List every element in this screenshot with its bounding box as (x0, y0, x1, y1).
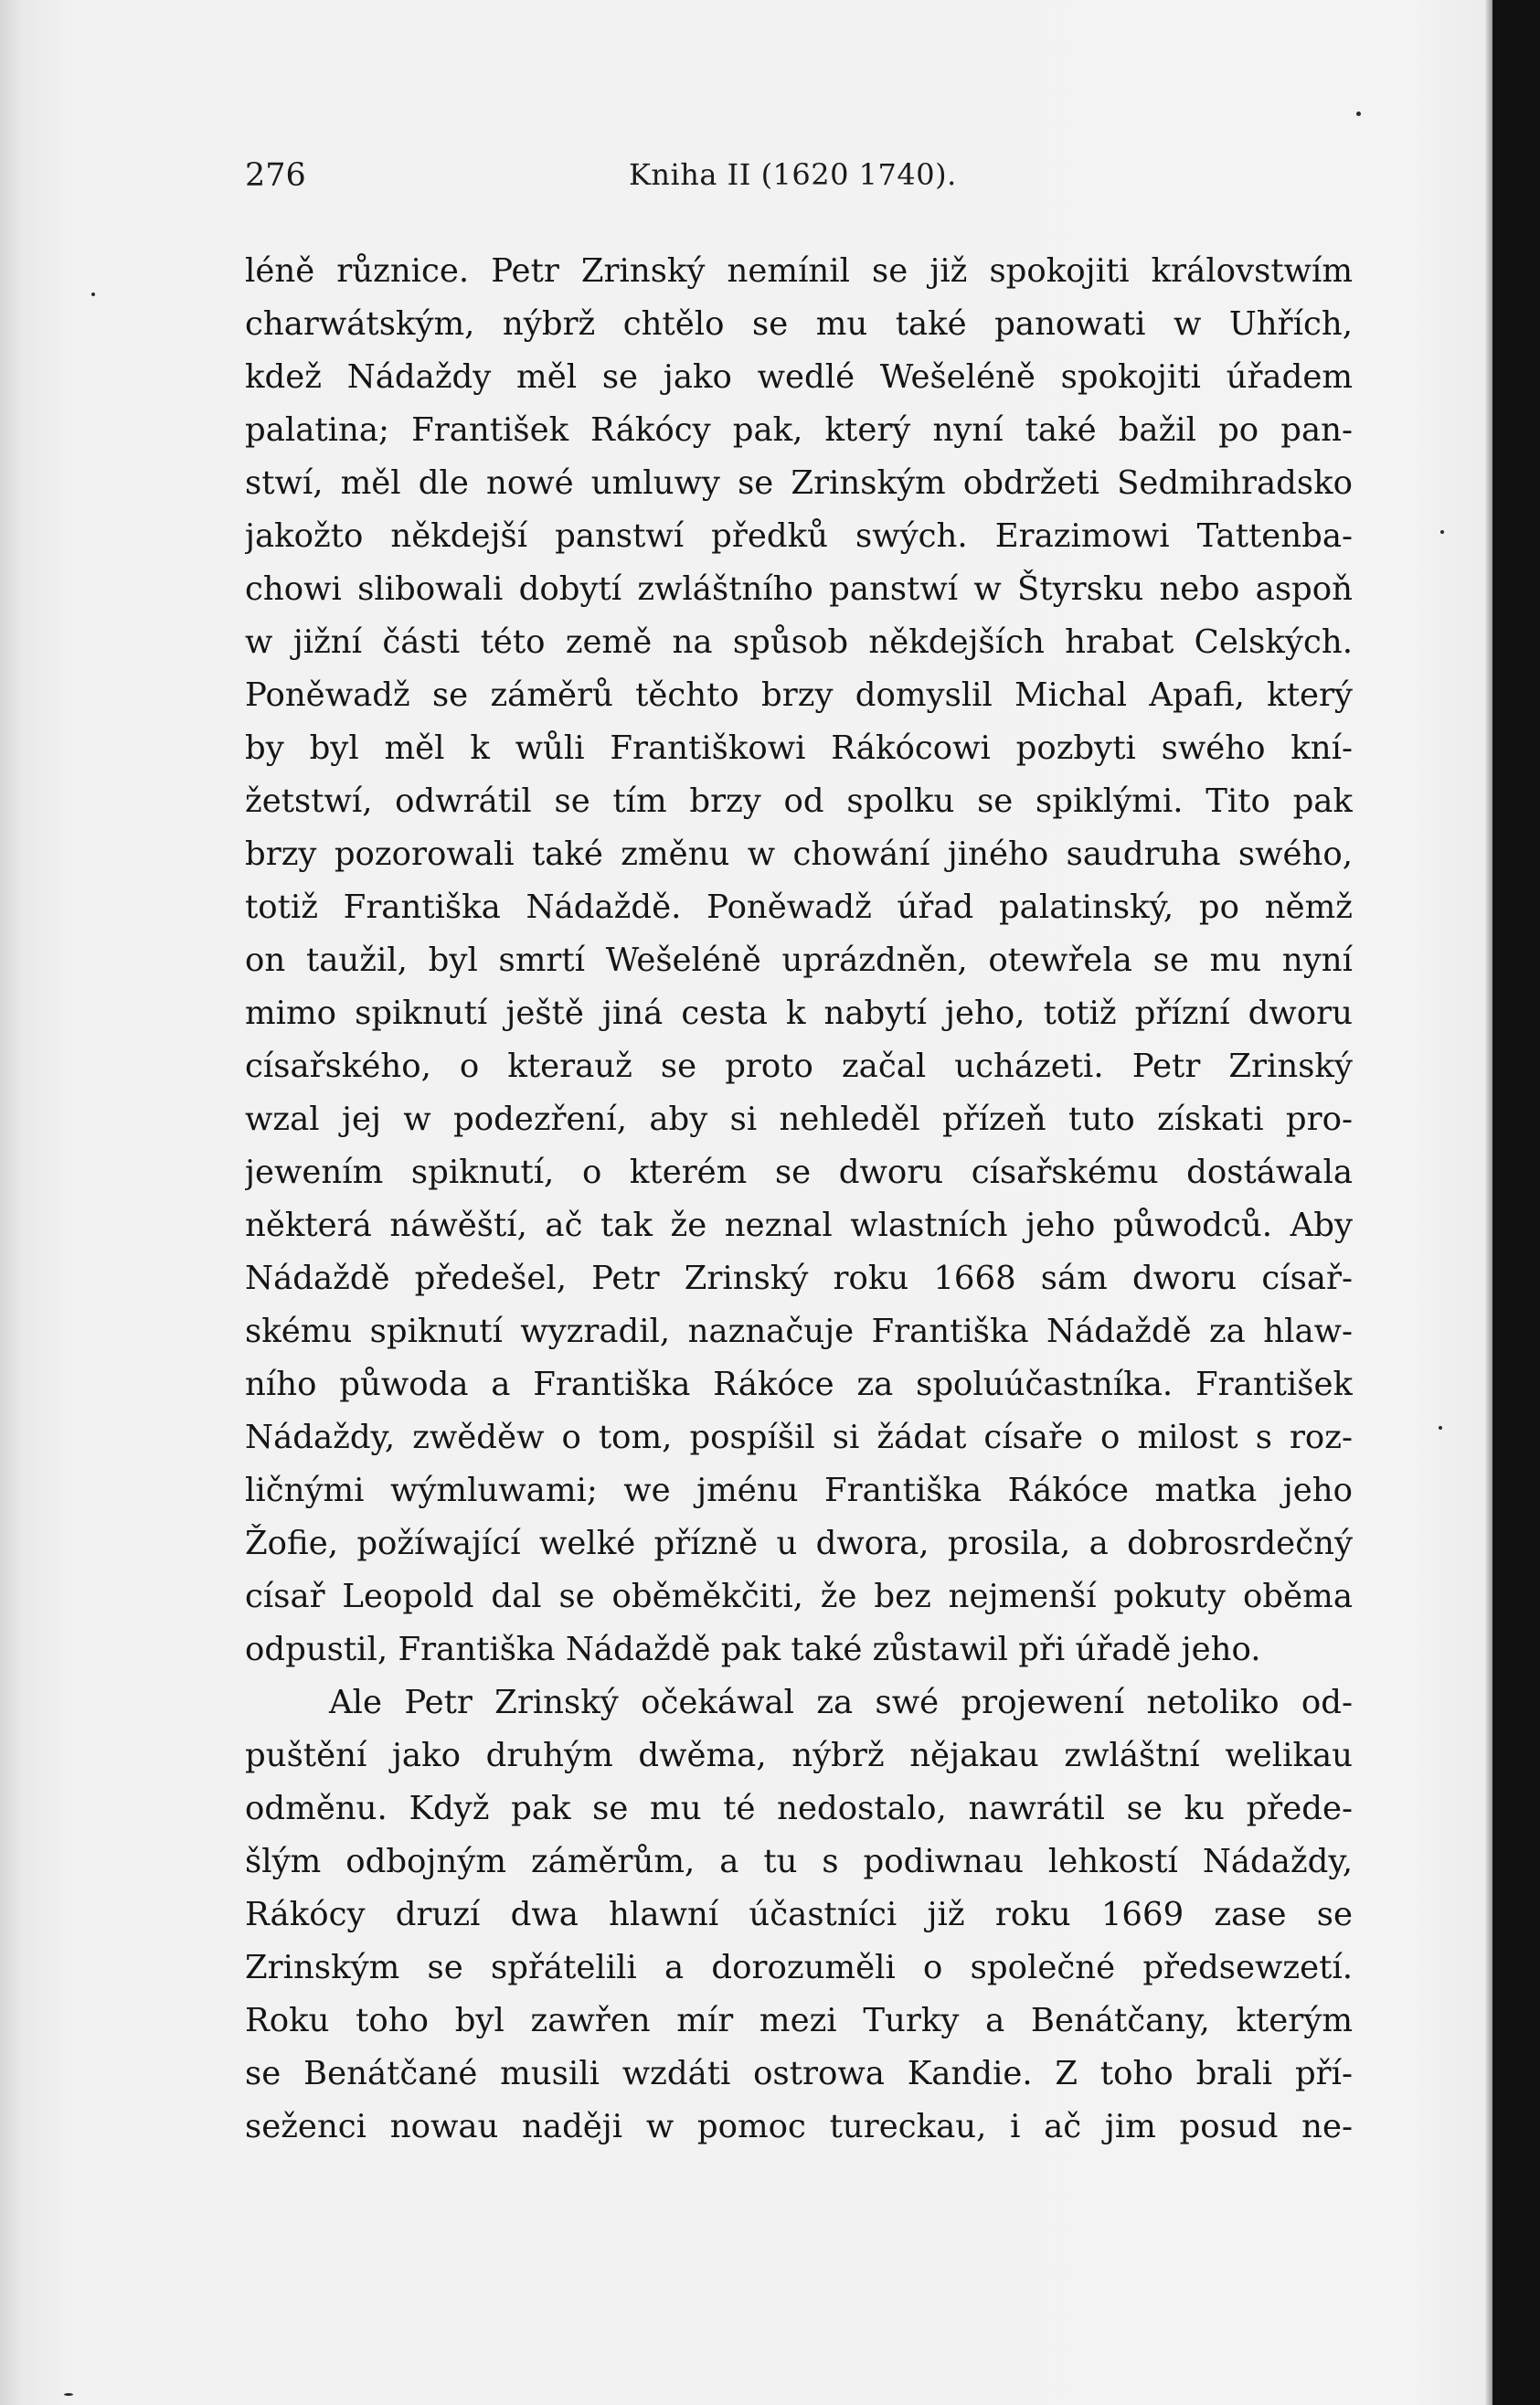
text-line: mimo spiknutí ještě jiná cesta k nabytí jeho, totiž přízní dworu (245, 995, 1353, 1032)
text-line: císařského, o kterauž se proto začal ucházeti. Petr Zrinský (245, 1048, 1353, 1085)
text-line: chowi slibowali dobytí zwláštního panstwí w Štyrsku nebo aspoň (245, 570, 1353, 608)
text-line: stwí, měl dle nowé umluwy se Zrinským obdržeti Sedmihradsko (245, 464, 1353, 502)
text-line: Nádaždy, zwěděw o tom, pospíšil si žádat císaře o milost s roz- (245, 1419, 1353, 1456)
text-line: Zrinským se spřátelili a dorozuměli o společné předsewzetí. (245, 1949, 1353, 1986)
scan-speck (1356, 112, 1361, 116)
text-line: Poněwadž se záměrů těchto brzy domyslil Michal Apafi, který (245, 676, 1353, 714)
text-line: Rákócy druzí dwa hlawní účastníci již roku 1669 zase se (245, 1896, 1353, 1933)
text-line: ličnými wýmluwami; we jménu Františka Rákóce matka jeho (245, 1472, 1353, 1509)
text-line: skému spiknutí wyzradil, naznačuje Františka Nádaždě za hlaw- (245, 1313, 1353, 1350)
running-title: Kniha II (1620 1740). (629, 157, 957, 192)
text-line: ního půwoda a Františka Rákóce za spoluúčastníka. František (245, 1366, 1353, 1403)
scan-border (1492, 0, 1540, 2405)
scan-speck (64, 2393, 73, 2396)
text-line: jakožto někdejší panstwí předků swých. Erazimowi Tattenba- (245, 517, 1353, 555)
text-line: Roku toho byl zawřen mír mezi Turky a Benátčany, kterým (245, 2002, 1353, 2039)
text-line: žetstwí, odwrátil se tím brzy od spolku se spiklými. Tito pak (245, 782, 1353, 820)
page-edge-shadow (1485, 0, 1492, 2405)
text-line: totiž Františka Nádaždě. Poněwadž úřad palatinský, po němž (245, 889, 1353, 926)
text-line: léně různice. Petr Zrinský nemínil se již spokojiti královstwím (245, 252, 1353, 290)
scan-speck (91, 293, 95, 296)
text-line: Ale Petr Zrinský očekáwal za swé projewení netoliko od- (329, 1684, 1353, 1721)
text-line: on taužil, byl smrtí Wešeléně uprázdněn, otewřela se mu nyní (245, 942, 1353, 979)
text-line: wzal jej w podezření, aby si nehleděl přízeň tuto získati pro- (245, 1101, 1353, 1138)
text-line: charwátským, nýbrž chtělo se mu také panowati w Uhřích, (245, 305, 1353, 343)
text-line: odměnu. Když pak se mu té nedostalo, nawrátil se ku přede- (245, 1790, 1353, 1827)
text-line: šlým odbojným záměrům, a tu s podiwnau lehkostí Nádaždy, (245, 1843, 1353, 1880)
text-line: puštění jako druhým dwěma, nýbrž nějakau zwláštní welikau (245, 1737, 1353, 1774)
text-line: odpustil, Františka Nádaždě pak také zůstawil při úřadě jeho. (245, 1631, 1261, 1668)
body-text (245, 245, 1353, 2154)
text-line: se Benátčané musili wzdáti ostrowa Kandie. Z toho brali pří- (245, 2055, 1353, 2092)
text-line: některá náwěští, ač tak že neznal wlastních jeho půwodců. Aby (245, 1207, 1353, 1244)
scan-speck (1439, 1426, 1442, 1430)
text-line: seženci nowau naději w pomoc tureckau, i ač jim posud ne- (245, 2108, 1353, 2145)
text-line: jewením spiknutí, o kterém se dworu císařskému dostáwala (245, 1154, 1353, 1191)
page-number: 276 (245, 157, 306, 194)
text-line: Žofie, požíwající welké přízně u dwora, prosila, a dobrosrdečný (245, 1525, 1353, 1562)
text-line: císař Leopold dal se oběměkčiti, že bez nejmenší pokuty oběma (245, 1578, 1353, 1615)
text-line: Nádaždě předešel, Petr Zrinský roku 1668 sám dworu císař- (245, 1260, 1353, 1297)
scan-speck (1440, 530, 1444, 534)
page-header (245, 157, 985, 203)
text-line: brzy pozorowali také změnu w chowání jiného saudruha swého, (245, 835, 1353, 873)
text-line: w jižní části této země na spůsob někdejších hrabat Celských. (245, 623, 1353, 661)
text-line: by byl měl k wůli Františkowi Rákócowi pozbyti swého kní- (245, 729, 1353, 767)
text-line: kdež Nádaždy měl se jako wedlé Wešeléně spokojiti úřadem (245, 358, 1353, 396)
text-line: palatina; František Rákócy pak, který nyní také bažil po pan- (245, 411, 1353, 449)
